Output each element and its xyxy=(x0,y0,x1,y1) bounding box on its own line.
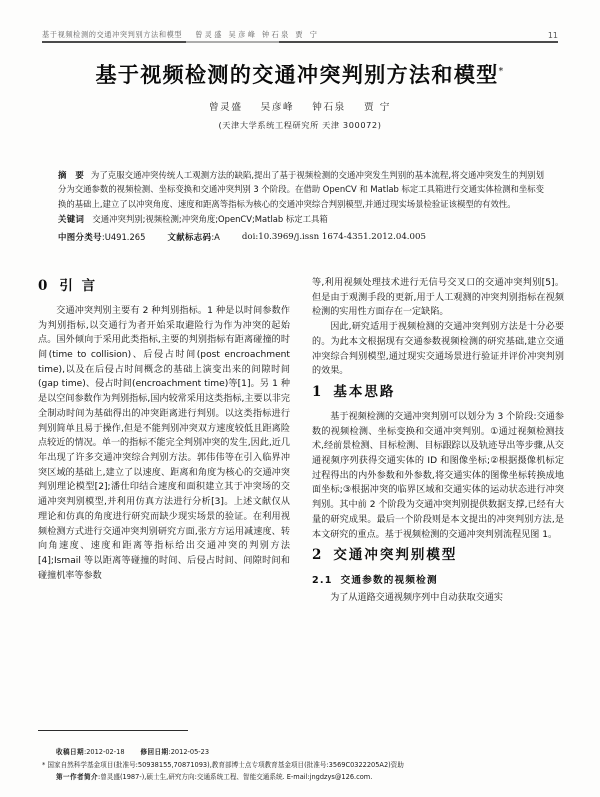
clc-segment xyxy=(58,230,145,245)
page-number: 11 xyxy=(547,31,558,40)
header-divider xyxy=(42,41,558,43)
body-columns xyxy=(38,276,564,719)
keywords-text: 交通冲突判别;视频检测;冲突角度;OpenCV;Matlab 标定工具箱 xyxy=(92,214,328,225)
abstract-paragraph xyxy=(58,168,544,211)
author-4: 贾 宁 xyxy=(363,102,391,114)
doccode-value: :A xyxy=(211,231,220,242)
footnotes xyxy=(40,746,570,783)
running-head-title-text: 基于视频检测的交通冲突判别方法和模型 xyxy=(42,29,183,40)
page-title-text: 基于视频检测的交通冲突判别方法和模型 xyxy=(95,62,499,87)
left-column xyxy=(38,276,290,719)
abstract-text: 为了克服交通冲突传统人工观测方法的缺陷,提出了基于视频检测的交通冲突发生判别的基本流程,将交通冲突发生的判别划分为交通参数的视频检测、坐标变换和交通冲突判别 3 个阶段。在借助 OpenCV 和 Matlab 标定工具箱进行交通实体检测和坐标变换的基础上,建立了以冲突角度、速度和距离等指标为核心的交通冲突综合判别模型,并通过现实场景检验证该模型的有效性。 xyxy=(58,170,544,209)
author-3: 钟石泉 xyxy=(312,102,346,114)
classification-line xyxy=(58,230,544,245)
keywords-paragraph xyxy=(58,212,544,226)
author-list xyxy=(40,99,560,113)
subsection-heading-2-1 xyxy=(312,573,564,589)
section-2-number: 2 xyxy=(312,547,324,564)
section-heading-1 xyxy=(312,382,564,404)
keywords-label: 关键词 xyxy=(58,214,85,225)
page-title xyxy=(40,62,560,88)
footnote-author-bio xyxy=(40,771,570,783)
footnote-dates xyxy=(40,746,570,758)
received-label: 收稿日期 xyxy=(56,748,84,757)
author-1: 曾灵盛 xyxy=(208,102,243,114)
clc-label: 中图分类号 xyxy=(58,231,102,242)
abstract-label: 摘 要 xyxy=(58,170,87,180)
running-head-title xyxy=(42,30,319,41)
affiliation: (天津大学系统工程研究所 天津 300072) xyxy=(218,120,382,131)
left-paragraph-1: 交通冲突判别主要有 2 种判别指标。1 种是以时间参数作为判别指标,以交通行为者开始采取避险行为作为冲突的起始点。国外倾向于采用此类指标,主要的判别指标有距离碰撞的时间(time to collision)、后侵占时间(post encroachment time),以及在后侵占时间概念的基础上演变出来的间隙时间(gap time)、侵占时间(encroachment time)等[1]。另 1 种是以空间参数作为判别指标,国内较常采用这类指标,主要以非完全制动时间为基础得出的冲突距离进行判别。以这类指标进行判别简单且易于操作,但是不能判别冲突双方速度较低且距离险点较近的情况。单一的指标不能完全判别冲突的发生,因此,近几年出现了许多交通冲突综合判别方法。郭伟伟等在引入临界冲突区域的基础上,建立了以速度、距离和角度为核心的交通冲突判别理论模型[2];潘仕印结合速度和面积建立其于冲突场的交通冲突判别模型,并利用仿真方法进行分析[3]。上述文献仅从理论和仿真的角度进行研究而缺少现实场景的验证。在利用视频检测方式进行交通冲突判别研究方面,张方方运用减速度、转向角速度、速度和距离等指标给出交通冲突的判别方法[4];Ismail 等以距离等碰撞的时间、后侵占时间、间隙时间和碰撞机率等参数 xyxy=(38,305,290,581)
section-heading-2 xyxy=(312,545,564,567)
section-0-title: 引 言 xyxy=(59,278,98,294)
right-column xyxy=(312,276,564,719)
doccode-label: 文献标志码 xyxy=(167,231,212,242)
section-0-number: 0 xyxy=(38,278,50,294)
received-value: :2012-02-18 xyxy=(83,748,125,757)
right-paragraph-4: 为了从道路交通视频序列中自动获取交通实 xyxy=(330,592,503,603)
running-head-authors: 曾灵盛 吴彦峰 钟石泉 贾 宁 xyxy=(195,29,320,40)
doccode-segment xyxy=(167,230,219,245)
section-1-number: 1 xyxy=(312,384,324,401)
abstract-block xyxy=(58,168,544,245)
footnote-funding: * 国家自然科学基金项目(批准号:50938155,70871093),教育部博士点专项教育基金项目(批准号:3569C0322205A2)资助 xyxy=(42,760,404,769)
title-block xyxy=(40,62,560,131)
title-footnote-mark: * xyxy=(498,67,505,77)
right-paragraph-continued: 等,利用视频处理技术进行无信号交叉口的交通冲突判别[5]。但是由于观测手段的更新,用于人工观测的冲突判别指标在视频检测的实用性方面存在一定缺陷。 xyxy=(312,278,564,318)
author-bio-label: 第一作者简介 xyxy=(56,772,98,781)
section-heading-0 xyxy=(38,276,290,298)
author-2: 吴彦峰 xyxy=(260,102,295,114)
footnote-divider xyxy=(38,730,188,731)
doi-value: doi:10.3969/j.issn 1674-4351.2012.04.005 xyxy=(241,231,426,242)
right-paragraph-2: 因此,研究适用于视频检测的交通冲突判别方法是十分必要的。为此本文根据现有交通参数视频检测的研究基础,建立交通冲突综合判别模型,通过现实交通场景进行验证并评价冲突判别的效果。 xyxy=(312,322,564,377)
right-paragraph-3: 基于视频检测的交通冲突判别可以划分为 3 个阶段:交通参数的视频检测、坐标变换和交通冲突判别。①通过视频检测技术,经前景检测、目标检测、目标跟踪以及轨迹导出等步骤,从交通视频序列获得交通实体的 ID 和图像坐标;②根据摄像机标定过程得出的内外参数和外参数,将交通实体的图像坐标转换成地面坐标;③根据冲突的临界区域和交通实体的运动状态进行冲突判别。其中前 2 个阶段为交通冲突判别提供数据支撑,已经有大量的研究成果。最后一个阶段则是本文提出的冲突判别方法,是本文研究的重点。基于视频检测的交通冲突判别流程见图 1。 xyxy=(312,411,564,540)
section-2-title: 交通冲突判别模型 xyxy=(333,547,458,564)
revised-value: :2012-05-23 xyxy=(168,748,210,757)
revised-label: 修回日期 xyxy=(140,748,169,757)
author-bio-text: :曾灵盛(1987-),硕士生,研究方向:交通系统工程、智能交通系统. E-mail:jngdzys@126.com. xyxy=(97,772,373,781)
subsection-2-1-title: 交通参数的视频检测 xyxy=(340,575,438,587)
clc-value: :U491.265 xyxy=(101,231,146,242)
subsection-2-1-number: 2.1 xyxy=(312,575,333,587)
section-1-title: 基本思路 xyxy=(333,384,396,401)
running-head xyxy=(42,24,558,40)
